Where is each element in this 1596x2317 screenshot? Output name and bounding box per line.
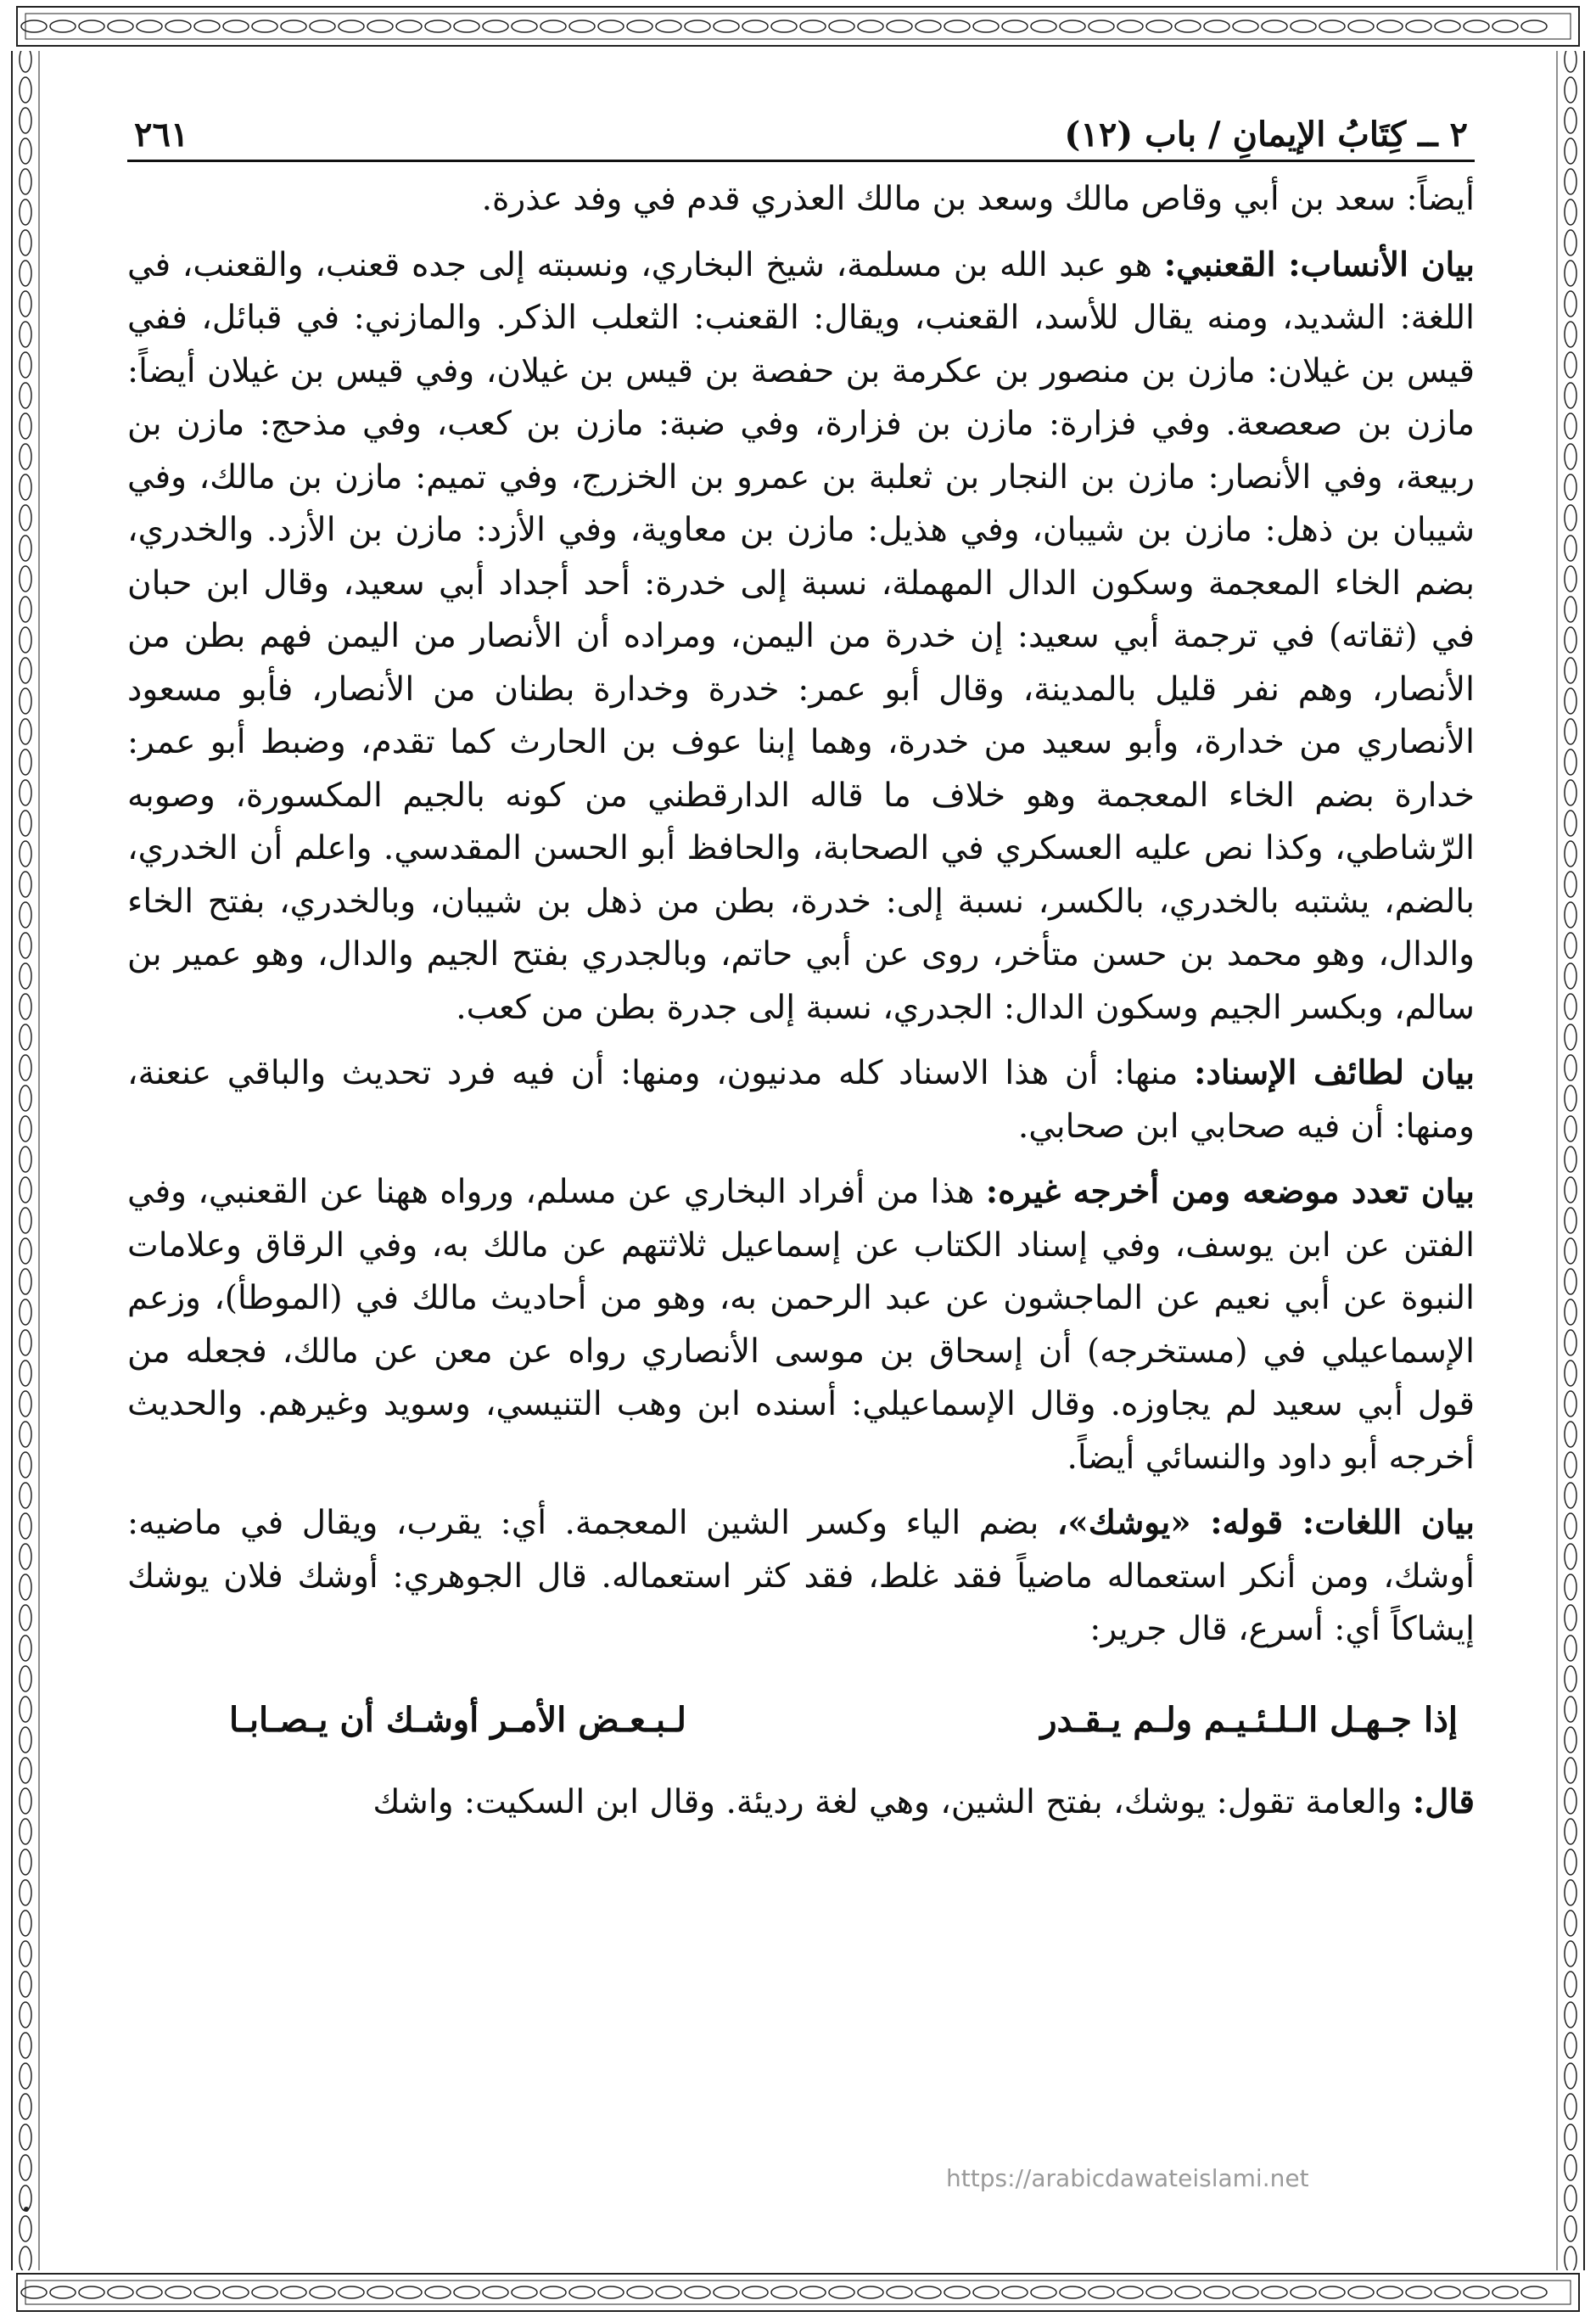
paragraph-final [127, 1776, 1475, 1830]
verse-second-hemistich: لـبـعـض الأمـر أوشـك أن يـصـابـا [229, 1699, 686, 1740]
paragraph-text: هو عبد الله بن مسلمة، شيخ البخاري، ونسبته إلى جده قعنب، والقعنب، في اللغة: الشديد، ومنه يقال للأسد، القعنب، ويقال: القعنب: الثعلب الذكر. والمازني: في قبائل، ففي قيس بن غيلان: مازن بن منصور بن عكرمة بن حفصة بن قيس بن غيلان، وفي قيس بن غيلان أيضاً: مازن بن صعصعة. وفي فزارة: مازن بن فزارة، وفي ضبة: مازن بن كعب، وفي مذحج: مازن بن ربيعة، وفي الأنصار: مازن بن النجار بن ثعلبة بن عمرو بن الخزرج، وفي تميم: مازن بن مالك، وفي شيبان بن ذهل: مازن بن شيبان، وفي هذيل: مازن بن معاوية، وفي الأزد: مازن بن الأزد. والخدري، بضم الخاء المعجمة وسكون الدال المهملة، نسبة إلى خدرة: أحد أجداد أبي سعيد، وقال ابن حبان في (ثقاته) في ترجمة أبي سعيد: إن خدرة من اليمن، ومراده أن الأنصار من اليمن فهم بطن من الأنصار، وهم نفر قليل بالمدينة، وقال أبو عمر: خدرة وخدارة بطنان من الأنصار، فأبو مسعود الأنصاري من خدارة، وأبو سعيد من خدرة، وهما إبنا عوف بن الحارث كما تقدم، وضبط أبو عمر: خدارة بضم الخاء المعجمة وهو خلاف ما قاله الدارقطني من كونه بالجيم المكسورة، وصوبه الرّشاطي، وكذا نص عليه العسكري في الصحابة، والحافظ أبو الحسن المقدسي. واعلم أن الخدري، بالضم، يشتبه بالخدري، بالكسر، نسبة إلى: خدرة، بطن من ذهل بن شيبان، وبالخدري، بفتح الخاء والدال، وهو محمد بن حسن متأخر، روى عن أبي حاتم، وبالجدري بفتح الجيم والدال، وهو عمير بن سالم، وبكسر الجيم وسكون الدال: الجدري، نسبة إلى جدرة بطن من كعب. [127, 245, 1476, 1027]
poetry-verse [127, 1669, 1475, 1776]
page-number: ٢٦١ [134, 115, 189, 154]
paragraph-sources [127, 1165, 1475, 1484]
paragraph-label: بيان لطائف الإسناد: [1194, 1053, 1475, 1092]
decorative-border-top [0, 0, 1596, 51]
paragraph-text: منها: أن هذا الاسناد كله مدنيون، ومنها: أن فيه فرد تحديث والباقي عنعنة، ومنها: أن فيه صحابي ابن صحابي. [127, 1054, 1475, 1146]
paragraph-isnad [127, 1046, 1475, 1153]
website-watermark: https://arabicdawateislami.net [946, 2164, 1309, 2192]
decorative-border-right [1547, 51, 1596, 2270]
decorative-border-bottom [0, 2270, 1596, 2317]
paragraph-text: هذا من أفراد البخاري عن مسلم، ورواه ههنا عن القعنبي، وفي الفتن عن ابن يوسف، وفي إسناد الكتاب عن إسماعيل ثلاثتهم عن مالك به، وفي الرقاق وعلامات النبوة عن أبي نعيم عن الماجشون عن عبد الرحمن به، وهو من أحاديث مالك في (الموطأ)، وزعم الإسماعيلي في (مستخرجه) أن إسحاق بن موسى الأنصاري رواه عن معن عن مالك، فجعله من قول أبي سعيد لم يجاوزه. وقال الإسماعيلي: أسنده ابن وهب التنيسي، وسويد وغيرهم. والحديث أخرجه أبو داود والنسائي أيضاً. [127, 1173, 1475, 1477]
book-page [127, 100, 1475, 2222]
paragraph-label: بيان تعدد موضعه ومن أخرجه غيره: [985, 1172, 1475, 1211]
page-body [127, 172, 1475, 1830]
margin-dot [24, 2207, 29, 2212]
paragraph-genealogy [127, 238, 1475, 1035]
paragraph-label: بيان اللغات: قوله: «يوشك»، [1056, 1503, 1475, 1542]
paragraph-text: أيضاً: سعد بن أبي وقاص مالك وسعد بن مالك العذري قدم في وفد عذرة. [481, 180, 1475, 218]
page-header [127, 100, 1475, 162]
paragraph-text: والعامة تقول: يوشك، بفتح الشين، وهي لغة رديئة. وقال ابن السكيت: واشك [372, 1783, 1413, 1821]
paragraph-intro [127, 172, 1475, 227]
paragraph-language [127, 1496, 1475, 1657]
paragraph-label: قال: [1412, 1782, 1475, 1821]
chapter-title: ٢ ــ كِتَابُ الإيمانِ / باب (١٢) [1064, 115, 1468, 154]
decorative-border-left [0, 51, 49, 2270]
paragraph-text: بضم الياء وكسر الشين المعجمة. أي: يقرب، ويقال في ماضيه: أوشك، ومن أنكر استعماله ماضياً فقد غلط، فقد كثر استعماله. قال الجوهري: أوشك فلان يوشك إيشاكاً أي: أسرع، قال جرير: [127, 1504, 1475, 1648]
paragraph-label: بيان الأنساب: القعنبي: [1163, 244, 1475, 284]
verse-first-hemistich: إذا جـهـل الـلـئـيـم ولـم يـقـدر [1040, 1699, 1458, 1740]
